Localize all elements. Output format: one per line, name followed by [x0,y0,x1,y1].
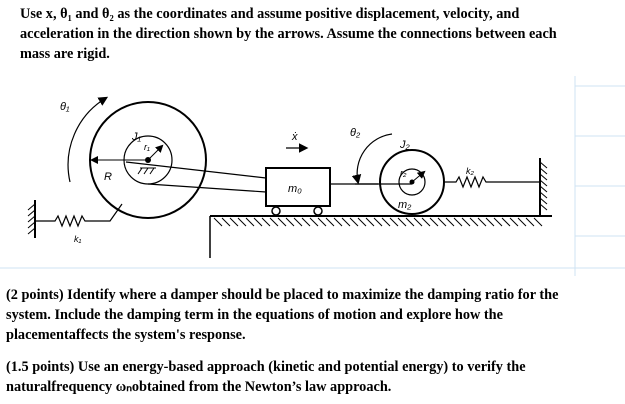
q1-line-3: placementaffects the system's response. [6,327,246,343]
spring-k1 [35,204,122,226]
q2-line-2: naturalfrequency ωₙobtained from the Newton’s law approach. [6,379,392,395]
intro-line-2: acceleration in the direction shown by the arrows. Assume the connections between each [20,26,557,42]
label-m2: m₂ [398,199,412,211]
spring-k2 [444,177,540,187]
problem-intro [20,4,557,64]
label-m0: m₀ [288,183,302,195]
label-theta1: θ₁ [60,101,70,113]
label-xdot: ẋ [292,131,298,143]
left-wall [28,200,35,238]
label-r-big: R [104,171,112,183]
label-j2: J₂ [400,139,410,151]
intro-line-1: Use x, θ₁ and θ₂ as the coordinates and assume positive displacement, velocity, and [20,6,520,22]
q1-line-1: (2 points) Identify where a damper should be placed to maximize the damping ratio for the [6,287,559,303]
mechanical-system-figure [0,76,625,276]
label-r1: r₁ [144,142,150,152]
disk-j1 [90,102,206,218]
intro-line-3: mass are rigid. [20,46,110,62]
q1-line-2: system. Include the damping term in the equations of motion and explore how the [6,307,503,323]
floor [210,216,552,258]
disk-m2 [380,150,444,214]
question-1 [6,285,558,345]
theta2-arrow [357,134,392,182]
connecting-cables [126,162,412,192]
label-k2: k₂ [466,166,474,176]
label-r2: r₂ [400,168,407,178]
q2-line-1: (1.5 points) Use an energy-based approach (kinetic and potential energy) to verify the [6,359,526,375]
label-k1: k₁ [74,234,82,244]
right-wall [540,158,547,216]
question-2 [6,357,526,397]
theta1-arrow [68,98,106,182]
grid-lines [0,76,625,276]
label-theta2: θ₂ [350,127,361,139]
label-j1: J₁ [132,131,141,143]
